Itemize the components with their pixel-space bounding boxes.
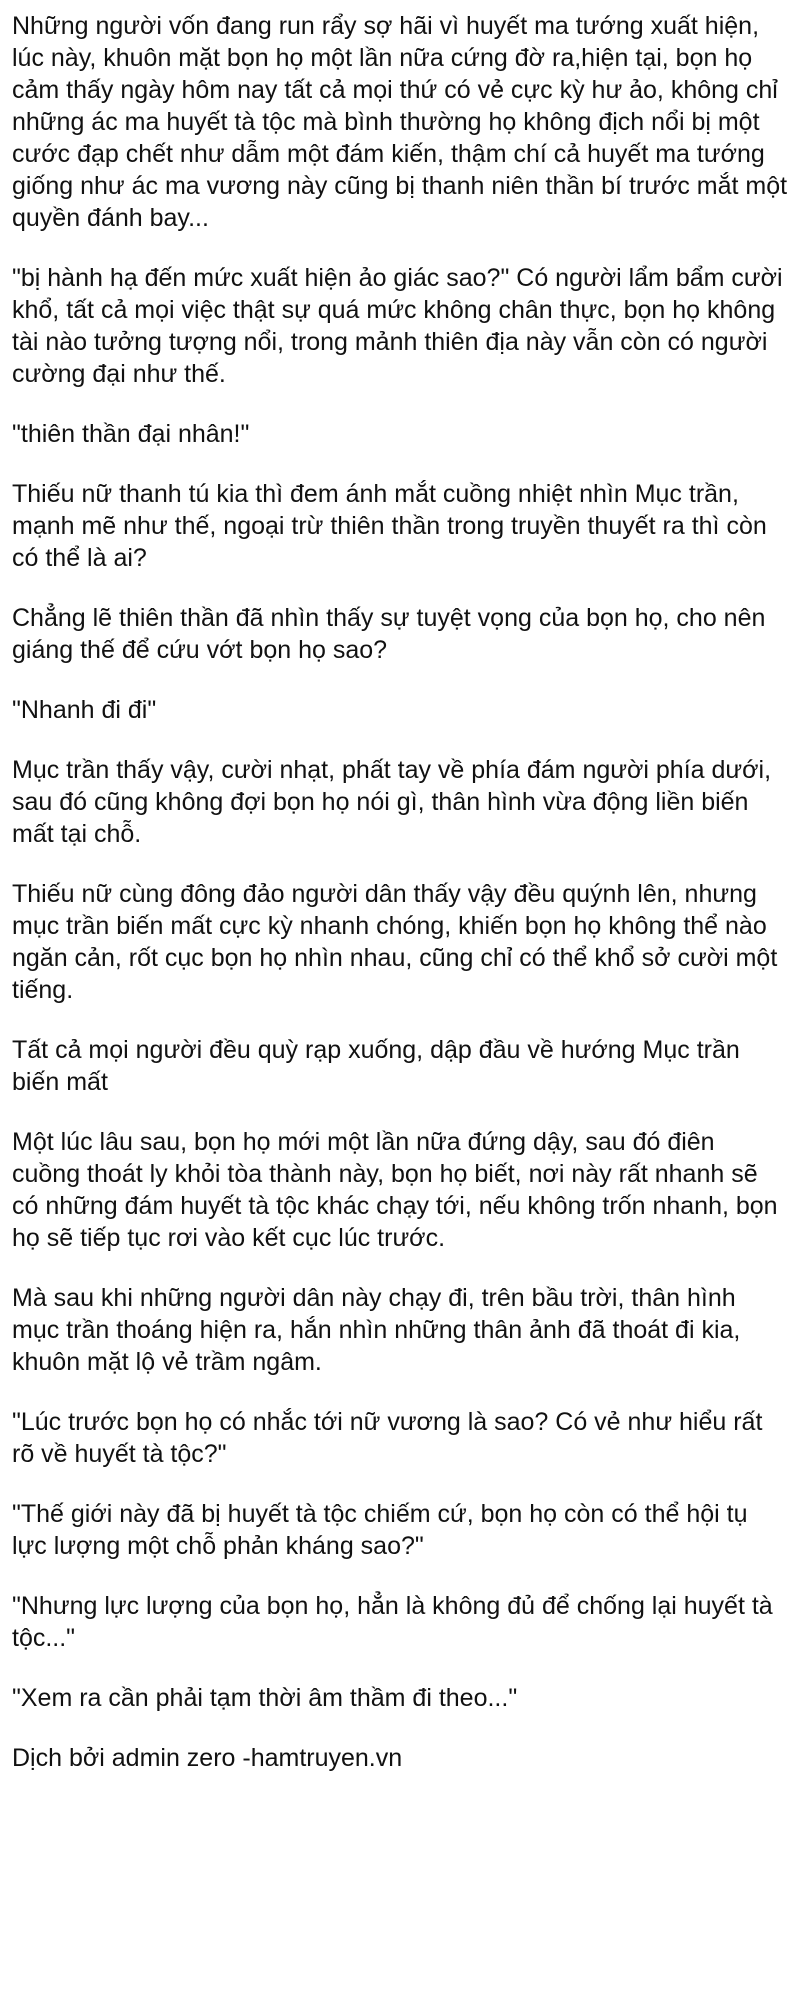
paragraph: "thiên thần đại nhân!" [12, 420, 250, 448]
translation-credit: Dịch bởi admin zero -hamtruyen.vn [12, 1744, 403, 1772]
paragraph: Mục trần thấy vậy, cười nhạt, phất tay về phía đám người phía dưới, sau đó cũng không đợi bọn họ nói gì, thân hình vừa động liền biến mất tại chỗ. [12, 756, 772, 848]
paragraph: Thiếu nữ cùng đông đảo người dân thấy vậy đều quýnh lên, nhưng mục trần biến mất cực kỳ nhanh chóng, khiến bọn họ không thể nào ngăn cản, rốt cục bọn họ nhìn nhau, cũng chỉ có thể khổ sở cười một tiếng. [12, 880, 778, 1004]
paragraph: Thiếu nữ thanh tú kia thì đem ánh mắt cuồng nhiệt nhìn Mục trần, mạnh mẽ như thế, ngoại trừ thiên thần trong truyền thuyết ra thì còn có thể là ai? [12, 480, 767, 572]
paragraph: Mà sau khi những người dân này chạy đi, trên bầu trời, thân hình mục trần thoáng hiện ra, hắn nhìn những thân ảnh đã thoát đi kia, khuôn mặt lộ vẻ trầm ngâm. [12, 1284, 741, 1376]
paragraph: "Nhanh đi đi" [12, 696, 157, 724]
paragraph: Chẳng lẽ thiên thần đã nhìn thấy sự tuyệt vọng của bọn họ, cho nên giáng thế để cứu vớt bọn họ sao? [12, 604, 766, 664]
paragraph: Những người vốn đang run rẩy sợ hãi vì huyết ma tướng xuất hiện, lúc này, khuôn mặt bọn họ một lần nữa cứng đờ ra,hiện tại, bọn họ cảm thấy ngày hôm nay tất cả mọi thứ có vẻ cực kỳ hư ảo, không chỉ những ác ma huyết tà tộc mà bình thường họ không địch nổi bị một cước đạp chết như dẫm một đám kiến, thậm chí cả huyết ma tướng giống như ác ma vương này cũng bị thanh niên thần bí trước mắt một quyền đánh bay... [12, 12, 788, 232]
paragraph: Một lúc lâu sau, bọn họ mới một lần nữa đứng dậy, sau đó điên cuồng thoát ly khỏi tòa thành này, bọn họ biết, nơi này rất nhanh sẽ có những đám huyết tà tộc khác chạy tới, nếu không trốn nhanh, bọn họ sẽ tiếp tục rơi vào kết cục lúc trước. [12, 1128, 778, 1252]
document-body [12, 10, 788, 1774]
paragraph: "bị hành hạ đến mức xuất hiện ảo giác sao?" Có người lẩm bẩm cười khổ, tất cả mọi việc thật sự quá mức không chân thực, bọn họ không tài nào tưởng tượng nổi, trong mảnh thiên địa này vẫn còn có người cường đại như thế. [12, 264, 783, 388]
paragraph: "Nhưng lực lượng của bọn họ, hẳn là không đủ để chống lại huyết tà tộc..." [12, 1592, 773, 1652]
paragraph: "Lúc trước bọn họ có nhắc tới nữ vương là sao? Có vẻ như hiểu rất rõ về huyết tà tộc?" [12, 1408, 763, 1468]
paragraph: Tất cả mọi người đều quỳ rạp xuống, dập đầu về hướng Mục trần biến mất [12, 1036, 740, 1096]
paragraph: "Thế giới này đã bị huyết tà tộc chiếm cứ, bọn họ còn có thể hội tụ lực lượng một chỗ phản kháng sao?" [12, 1500, 748, 1560]
paragraph: "Xem ra cần phải tạm thời âm thầm đi theo..." [12, 1684, 518, 1712]
